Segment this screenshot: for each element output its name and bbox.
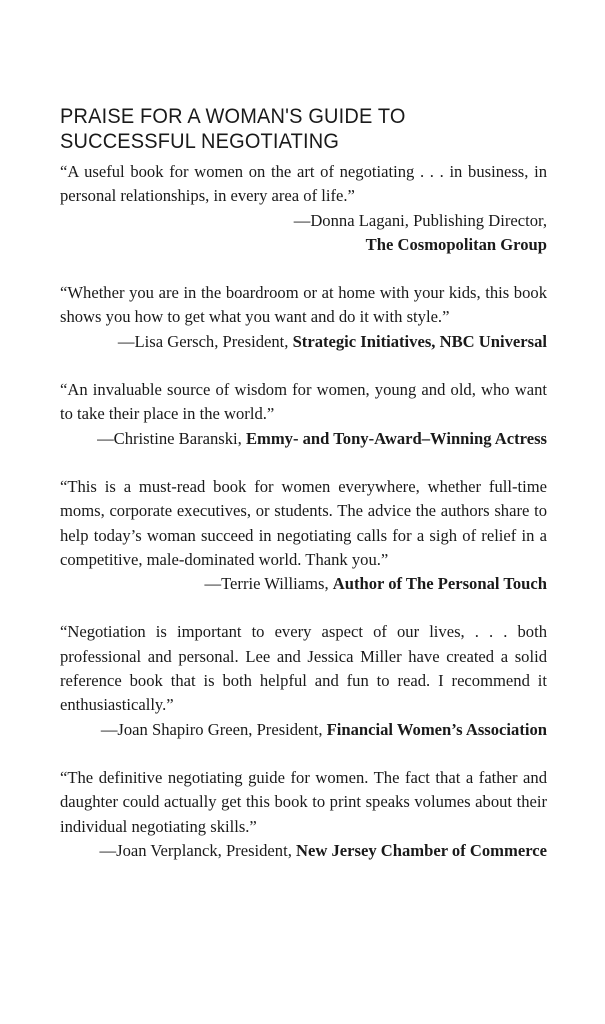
blurb-gersch bbox=[60, 281, 547, 354]
blurb-attribution bbox=[60, 330, 547, 354]
attribution-organization: Financial Women’s Association bbox=[326, 719, 547, 739]
blurb-quote: “The definitive negotiating guide for women. The fact that a father and daughter could actually get this book to print speaks volumes about their individual negotiating skills.” bbox=[60, 767, 547, 836]
attribution-organization: Author of The Personal Touch bbox=[332, 574, 547, 594]
blurb-quote: “Whether you are in the boardroom or at home with your kids, this book shows you how to get what you want and do it with style.” bbox=[60, 283, 547, 327]
attribution-name: —Joan Shapiro Green, President, bbox=[100, 719, 327, 739]
attribution-organization: Emmy- and Tony-Award–Winning Actress bbox=[245, 428, 547, 448]
blurb-baranski bbox=[60, 378, 547, 451]
attribution-name: —Christine Baranski, bbox=[97, 428, 246, 448]
blurb-quote: “Negotiation is important to every aspect of our lives, . . . both professional and personal. Lee and Jessica Miller have created a solid reference book that is both helpful and fun to read. I recommend it enthusiastically.” bbox=[60, 622, 547, 715]
blurb-quote: “This is a must-read book for women everywhere, whether full-time moms, corporate executives, or students. The advice the authors share to help today’s woman succeed in negotiating calls for a sigh of relief in a competitive, male-dominated world. Thank you.” bbox=[60, 476, 547, 569]
blurb-verplanck bbox=[60, 766, 547, 863]
attribution-name: —Donna Lagani, Publishing Director, bbox=[293, 210, 547, 230]
blurb-quote: “A useful book for women on the art of negotiating . . . in business, in personal relationships, in every area of life.” bbox=[60, 162, 547, 206]
heading-line-1: PRAISE FOR A WOMAN'S GUIDE TO bbox=[60, 105, 406, 128]
heading-line-2: SUCCESSFUL NEGOTIATING bbox=[60, 130, 340, 153]
blurb-lagani bbox=[60, 160, 547, 257]
attribution-name: —Lisa Gersch, President, bbox=[117, 331, 293, 351]
blurb-attribution bbox=[60, 572, 547, 596]
page-heading bbox=[60, 104, 523, 154]
attribution-organization: Strategic Initiatives, NBC Universal bbox=[292, 331, 547, 351]
praise-page bbox=[60, 104, 547, 887]
attribution-organization: The Cosmopolitan Group bbox=[365, 234, 547, 254]
blurb-green bbox=[60, 620, 547, 741]
attribution-name: —Terrie Williams, bbox=[204, 574, 333, 594]
blurb-quote: “An invaluable source of wisdom for women, young and old, who want to take their place in the world.” bbox=[60, 380, 547, 424]
blurb-attribution bbox=[60, 209, 547, 233]
blurb-attribution bbox=[60, 718, 547, 742]
attribution-organization: New Jersey Chamber of Commerce bbox=[296, 840, 547, 860]
blurb-attribution bbox=[60, 427, 547, 451]
blurb-attribution bbox=[60, 839, 547, 863]
blurb-williams bbox=[60, 475, 547, 596]
attribution-name: —Joan Verplanck, President, bbox=[99, 840, 297, 860]
